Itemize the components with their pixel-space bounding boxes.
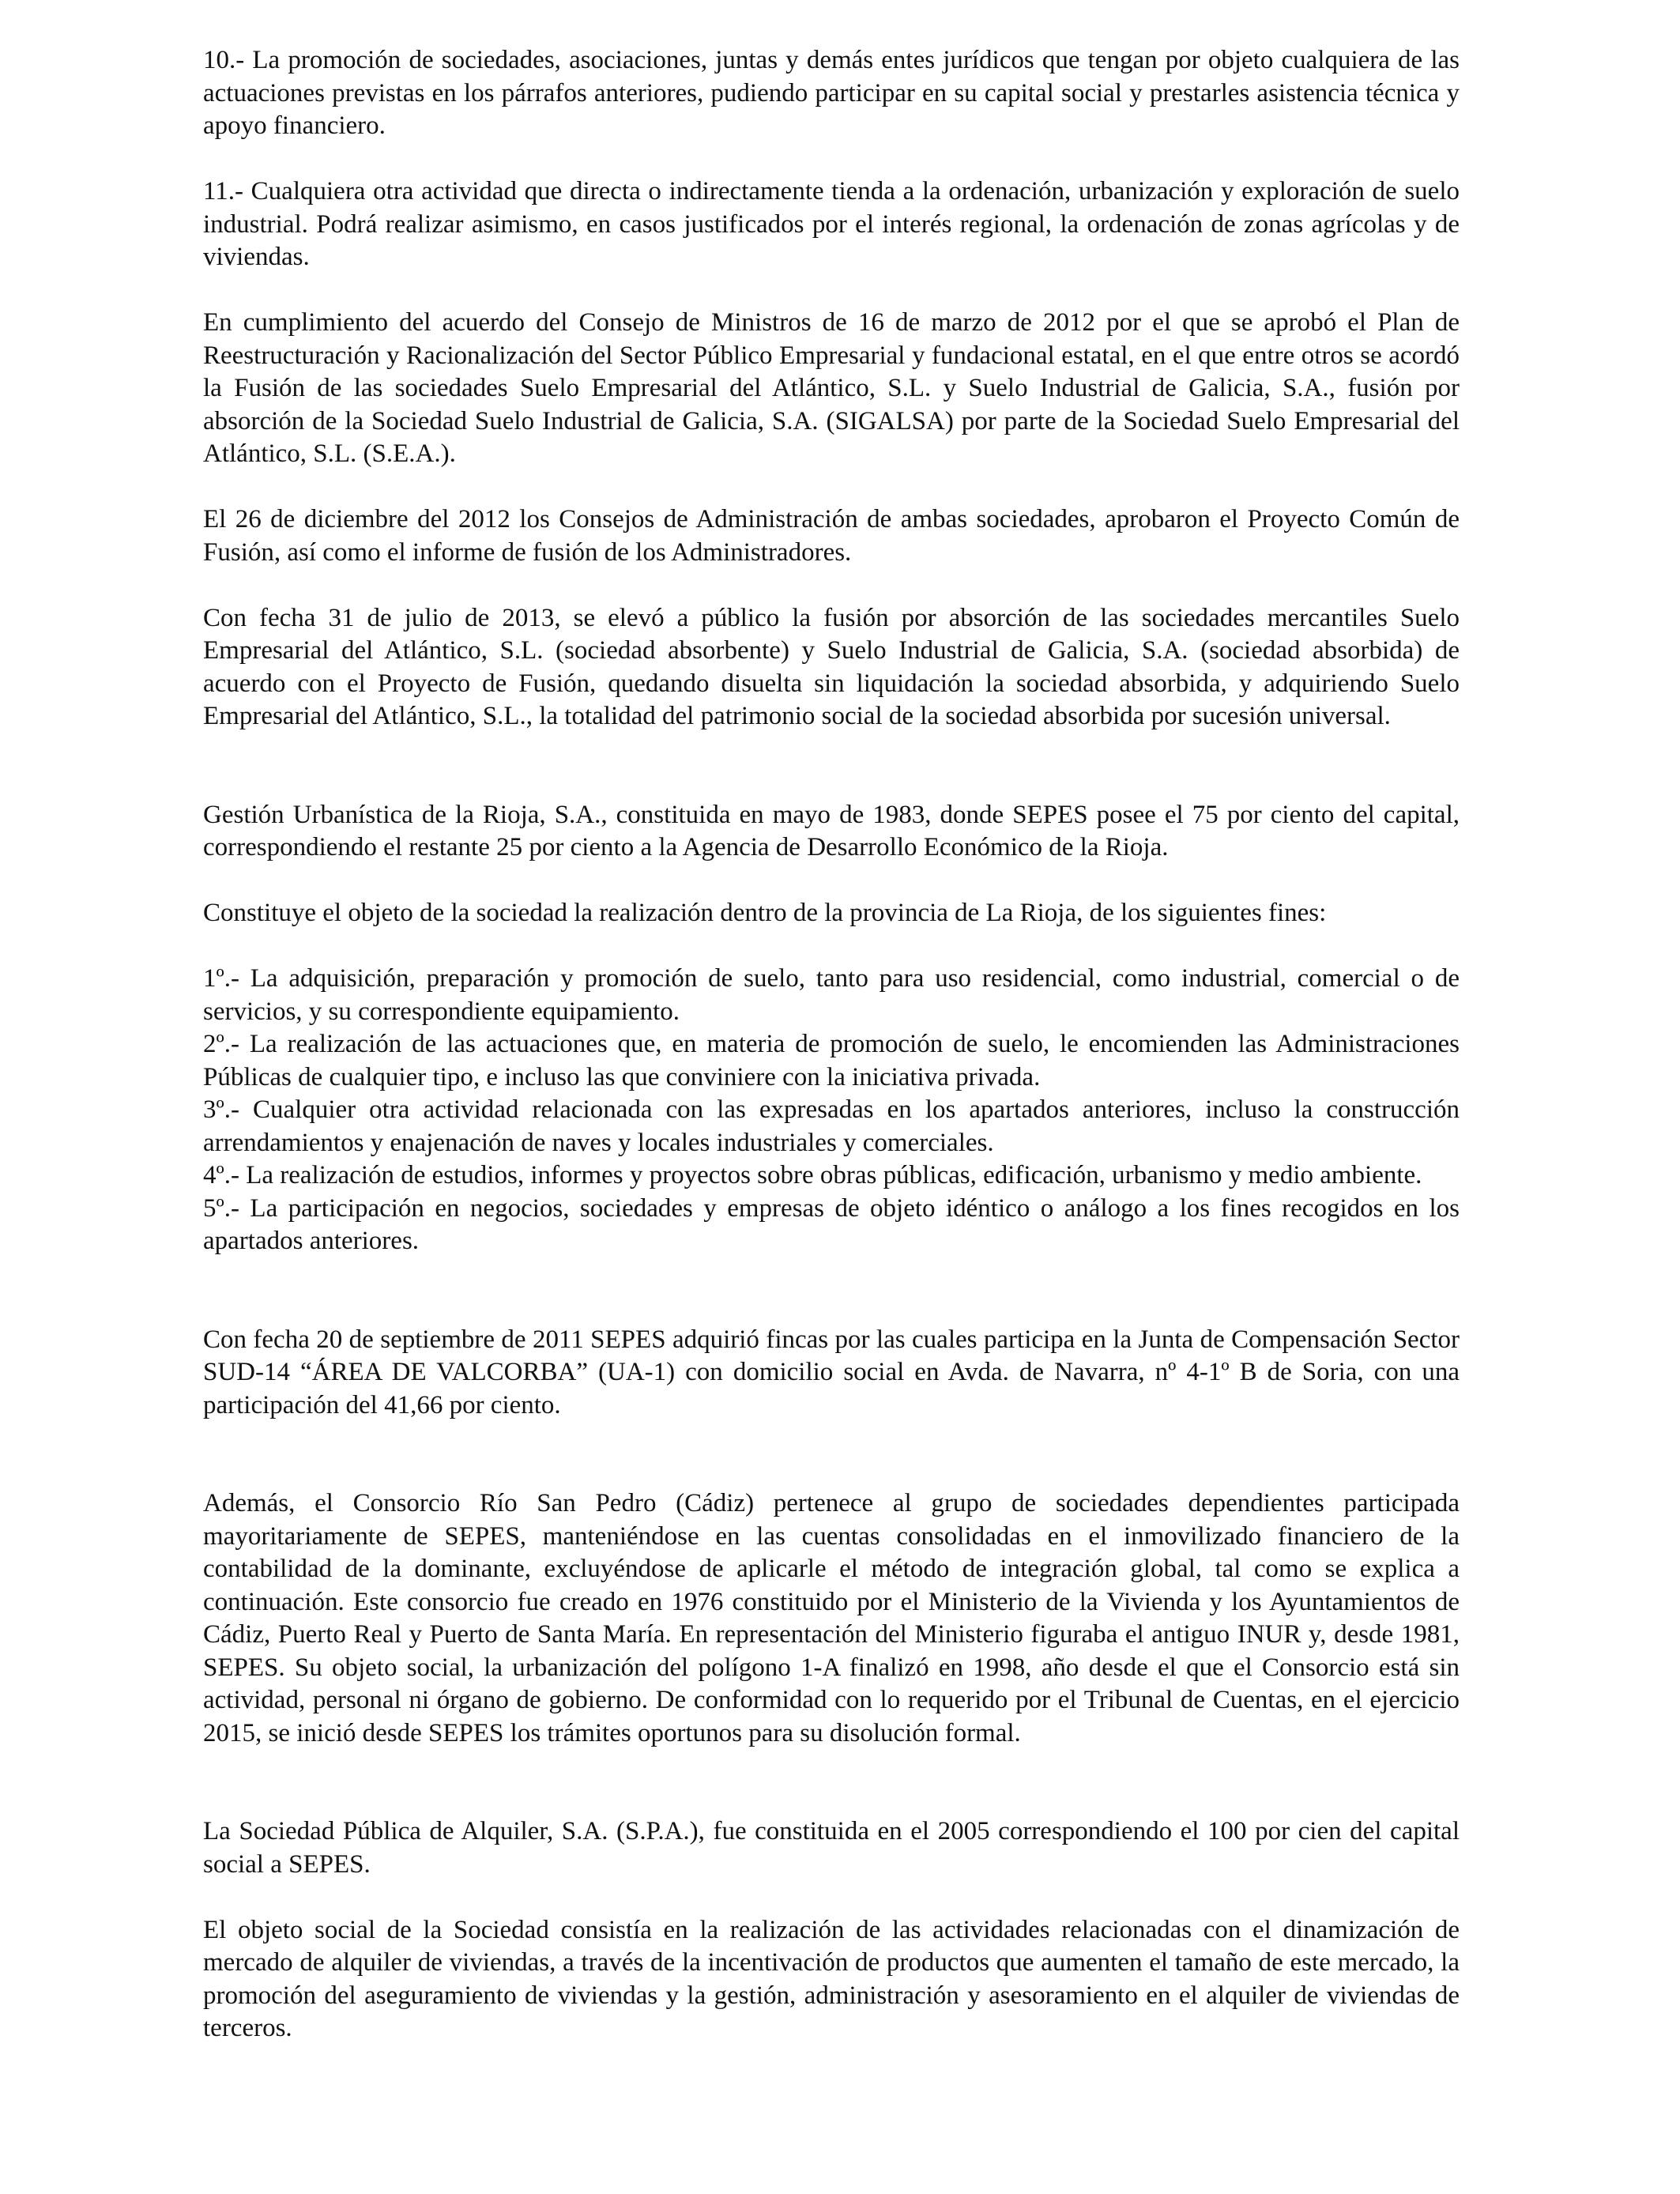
paragraph-merger-deed: Con fecha 31 de julio de 2013, se elevó a público la fusión por absorción de las sociedades mercantiles Suelo Empresarial del Atlántico, S.L. (sociedad absorbente) y Suelo Industrial de Galicia, S.A. (sociedad absorbida) de acuerdo con el Proyecto de Fusión, quedando disuelta sin liquidación la sociedad absorbida, y adquiriendo Suelo Empresarial del Atlántico, S.L., la totalidad del patrimonio social de la sociedad absorbida por sucesión universal.: [203, 603, 1460, 730]
list-item-2: 2º.- La realización de las actuaciones que, en materia de promoción de suelo, le encomienden las Administraciones Públicas de cualquier tipo, e incluso las que conviniere con la iniciativa privada.: [203, 1030, 1460, 1091]
paragraph-rioja-purpose: Constituye el objeto de la sociedad la realización dentro de la provincia de La Rioja, de los siguientes fines:: [203, 899, 1327, 927]
paragraph-merger-project: El 26 de diciembre del 2012 los Consejos de Administración de ambas sociedades, aprobaron el Proyecto Común de Fusión, así como el informe de fusión de los Administradores.: [203, 505, 1460, 567]
list-item-3: 3º.- Cualquier otra actividad relacionada con las expresadas en los apartados anteriores, incluso la construcción arrendamientos y enajenación de naves y locales industriales y comerciales.: [203, 1095, 1460, 1157]
list-item-4: 4º.- La realización de estudios, informes y proyectos sobre obras públicas, edificación, urbanismo y medio ambiente.: [203, 1161, 1422, 1189]
list-item-1: 1º.- La adquisición, preparación y promoción de suelo, tanto para uso residencial, como industrial, comercial o de servicios, y su correspondiente equipamiento.: [203, 964, 1460, 1026]
document-body: [203, 44, 1460, 2045]
paragraph-merger-agreement: En cumplimiento del acuerdo del Consejo de Ministros de 16 de marzo de 2012 por el que se aprobó el Plan de Reestructuración y Racionalización del Sector Público Empresarial y fundacional estatal, en el que entre otros se acordó la Fusión de las sociedades Suelo Empresarial del Atlántico, S.L. y Suelo Industrial de Galicia, S.A., fusión por absorción de la Sociedad Suelo Industrial de Galicia, S.A. (SIGALSA) por parte de la Sociedad Suelo Empresarial del Atlántico, S.L. (S.E.A.).: [203, 308, 1460, 468]
paragraph-gestion-rioja: Gestión Urbanística de la Rioja, S.A., constituida en mayo de 1983, donde SEPES posee el 75 por ciento del capital, correspondiendo el restante 25 por ciento a la Agencia de Desarrollo Económico de la Rioja.: [203, 800, 1460, 861]
paragraph-item-10: 10.- La promoción de sociedades, asociaciones, juntas y demás entes jurídicos que tengan por objeto cualquiera de las actuaciones previstas en los párrafos anteriores, pudiendo participar en su capital social y prestarles asistencia técnica y apoyo financiero.: [203, 46, 1460, 140]
paragraph-spa: La Sociedad Pública de Alquiler, S.A. (S.P.A.), fue constituida en el 2005 correspondiendo el 100 por cien del capital social a SEPES.: [203, 1817, 1460, 1879]
paragraph-spa-purpose: El objeto social de la Sociedad consistía en la realización de las actividades relacionadas con el dinamización de mercado de alquiler de viviendas, a través de la incentivación de productos que aumenten el tamaño de este mercado, la promoción del aseguramiento de viviendas y la gestión, administración y asesoramiento en el alquiler de viviendas de terceros.: [203, 1915, 1460, 2042]
list-item-5: 5º.- La participación en negocios, sociedades y empresas de objeto idéntico o análogo a los fines recogidos en los apartados anteriores.: [203, 1193, 1460, 1255]
paragraph-valcorba: Con fecha 20 de septiembre de 2011 SEPES adquirió fincas por las cuales participa en la Junta de Compensación Sector SUD-14 “ÁREA DE VALCORBA” (UA-1) con domicilio social en Avda. de Navarra, nº 4-1º B de Soria, con una participación del 41,66 por ciento.: [203, 1325, 1460, 1419]
paragraph-item-11: 11.- Cualquiera otra actividad que directa o indirectamente tienda a la ordenación, urbanización y exploración de suelo industrial. Podrá realizar asimismo, en casos justificados por el interés regional, la ordenación de zonas agrícolas y de viviendas.: [203, 177, 1460, 271]
paragraph-consorcio: Además, el Consorcio Río San Pedro (Cádiz) pertenece al grupo de sociedades dependientes participada mayoritariamente de SEPES, manteniéndose en las cuentas consolidadas en el inmovilizado financiero de la contabilidad de la dominante, excluyéndose de aplicarle el método de integración global, tal como se explica a continuación. Este consorcio fue creado en 1976 constituido por el Ministerio de la Vivienda y los Ayuntamientos de Cádiz, Puerto Real y Puerto de Santa María. En representación del Ministerio figuraba el antiguo INUR y, desde 1981, SEPES. Su objeto social, la urbanización del polígono 1-A finalizó en 1998, año desde el que el Consorcio está sin actividad, personal ni órgano de gobierno. De conformidad con lo requerido por el Tribunal de Cuentas, en el ejercicio 2015, se inició desde SEPES los trámites oportunos para su disolución formal.: [203, 1489, 1460, 1747]
